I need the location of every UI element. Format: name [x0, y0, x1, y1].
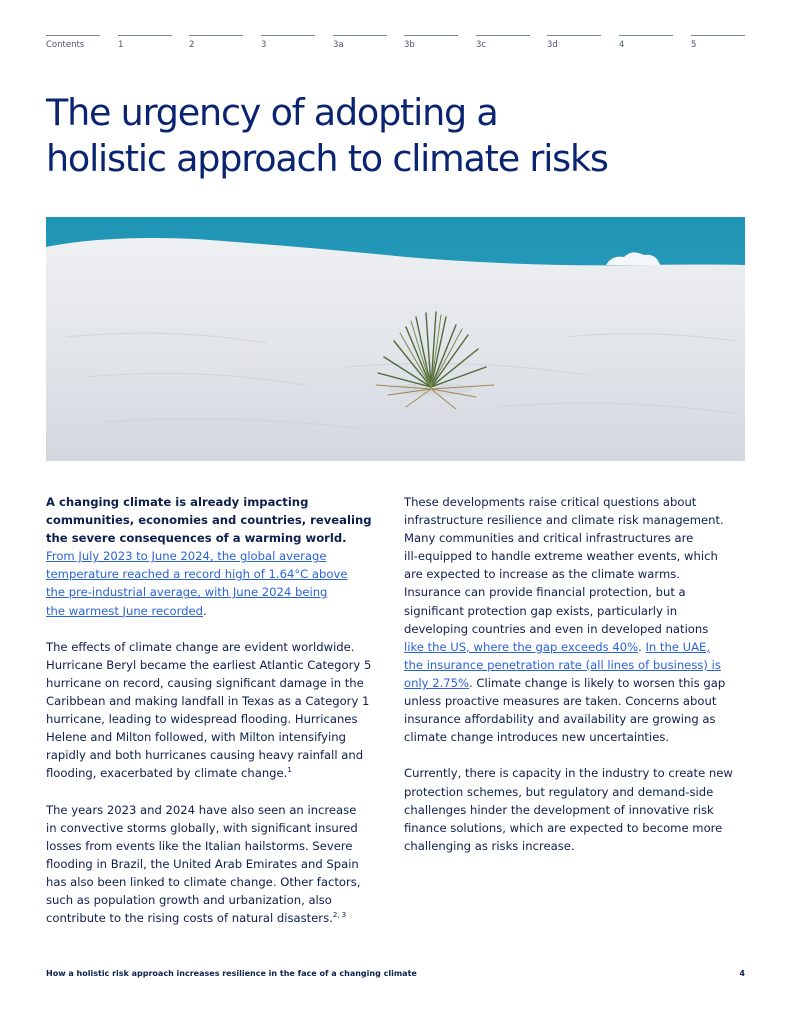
body-line: protection schemes, but regulatory and demand-side: [404, 784, 714, 799]
uae-penetration-link[interactable]: In the UAE,: [645, 639, 711, 654]
hero-image-desert-yucca: [46, 217, 745, 461]
body-line: rapidly and both hurricanes causing heavy rainfall and: [46, 748, 364, 763]
resilience-paragraph: [404, 493, 749, 746]
temperature-record-link[interactable]: temperature reached a record high of 1.64°C above: [46, 567, 348, 582]
body-line: Insurance can provide financial protection, but a: [404, 585, 686, 600]
nav-section-3c[interactable]: 3c: [476, 35, 530, 50]
section-nav: [46, 35, 745, 51]
body-line: hurricane on record, causing significant damage in the: [46, 675, 364, 690]
body-line: are expected to increase as the climate warms.: [404, 567, 680, 582]
storms-paragraph: [46, 801, 386, 928]
body-line: flooding in Brazil, the United Arab Emirates and Spain: [46, 856, 359, 871]
us-protection-gap-link[interactable]: like the US, where the gap exceeds 40%: [404, 639, 639, 654]
page-number: 4: [739, 969, 745, 978]
body-line: challenging as risks increase.: [404, 838, 575, 853]
nav-section-1[interactable]: 1: [118, 35, 172, 50]
body-line: Many communities and critical infrastructures are: [404, 531, 694, 546]
nav-contents[interactable]: Contents: [46, 35, 100, 50]
nav-section-4[interactable]: 4: [619, 35, 673, 50]
right-column: [404, 493, 749, 873]
intro-bold-line: communities, economies and countries, revealing: [46, 513, 372, 528]
body-line: Helene and Milton followed, with Milton intensifying: [46, 730, 346, 745]
desert-illustration: [46, 217, 745, 461]
title-line-2: holistic approach to climate risks: [46, 137, 608, 180]
body-line: flooding, exacerbated by climate change.: [46, 766, 288, 781]
page-footer: [46, 969, 745, 978]
intro-bold-line: A changing climate is already impacting: [46, 495, 309, 509]
intro-bold-line: the severe consequences of a warming world.: [46, 531, 347, 546]
body-line: has also been linked to climate change. Other factors,: [46, 874, 361, 889]
nav-section-2[interactable]: 2: [189, 35, 243, 50]
temperature-record-link[interactable]: the pre-industrial average, with June 2024 being: [46, 585, 328, 600]
body-line: such as population growth and urbanization, also: [46, 893, 332, 908]
footnote-ref-1[interactable]: 1: [287, 766, 292, 775]
page-title: [46, 90, 686, 182]
body-line: losses from events like the Italian hailstorms. Severe: [46, 838, 353, 853]
footer-title: How a holistic risk approach increases resilience in the face of a changing climate: [46, 969, 417, 978]
body-line: developing countries and even in developed nations: [404, 621, 709, 636]
body-line: in convective storms globally, with significant insured: [46, 820, 358, 835]
nav-section-3a[interactable]: 3a: [333, 35, 387, 50]
footnote-ref-2-3[interactable]: 2, 3: [332, 911, 347, 920]
body-line: finance solutions, which are expected to become more: [404, 820, 723, 835]
left-column: [46, 493, 386, 945]
body-line: Caribbean and making landfall in Texas as a Category 1: [46, 694, 370, 709]
sand-dune: [46, 238, 745, 461]
body-line: insurance affordability and availability are growing as: [404, 712, 716, 727]
nav-section-3d[interactable]: 3d: [547, 35, 601, 50]
body-line: climate change introduces new uncertainties.: [404, 730, 670, 745]
intro-end: .: [203, 603, 207, 618]
body-line: ill-equipped to handle extreme weather events, which: [404, 549, 718, 564]
nav-section-3[interactable]: 3: [261, 35, 315, 50]
body-line: significant protection gap exists, particularly in: [404, 603, 678, 618]
body-line: . Climate change is likely to worsen this gap: [469, 675, 726, 690]
body-line: hurricane, leading to widespread flooding. Hurricanes: [46, 712, 358, 727]
body-line: unless proactive measures are taken. Concerns about: [404, 694, 717, 709]
body-line: Hurricane Beryl became the earliest Atlantic Category 5: [46, 657, 372, 672]
temperature-record-link[interactable]: From July 2023 to June 2024, the global average: [46, 549, 327, 564]
intro-paragraph: [46, 493, 386, 620]
hurricanes-paragraph: [46, 638, 386, 783]
uae-penetration-link[interactable]: only 2.75%: [404, 675, 470, 690]
nav-section-5[interactable]: 5: [691, 35, 745, 50]
body-line: The years 2023 and 2024 have also seen an increase: [46, 802, 357, 817]
temperature-record-link[interactable]: the warmest June recorded: [46, 603, 204, 618]
body-line: These developments raise critical questions about: [404, 495, 697, 509]
body-line: challenges hinder the development of innovative risk: [404, 802, 714, 817]
body-line: contribute to the rising costs of natural disasters.: [46, 911, 333, 926]
body-line: infrastructure resilience and climate risk management.: [404, 513, 724, 528]
capacity-paragraph: [404, 764, 749, 854]
nav-section-3b[interactable]: 3b: [404, 35, 458, 50]
body-line: Currently, there is capacity in the industry to create new: [404, 766, 733, 781]
separator: .: [638, 639, 646, 654]
body-line: The effects of climate change are evident worldwide.: [46, 639, 355, 654]
uae-penetration-link[interactable]: the insurance penetration rate (all lines of business) is: [404, 657, 721, 672]
title-line-1: The urgency of adopting a: [46, 91, 498, 134]
